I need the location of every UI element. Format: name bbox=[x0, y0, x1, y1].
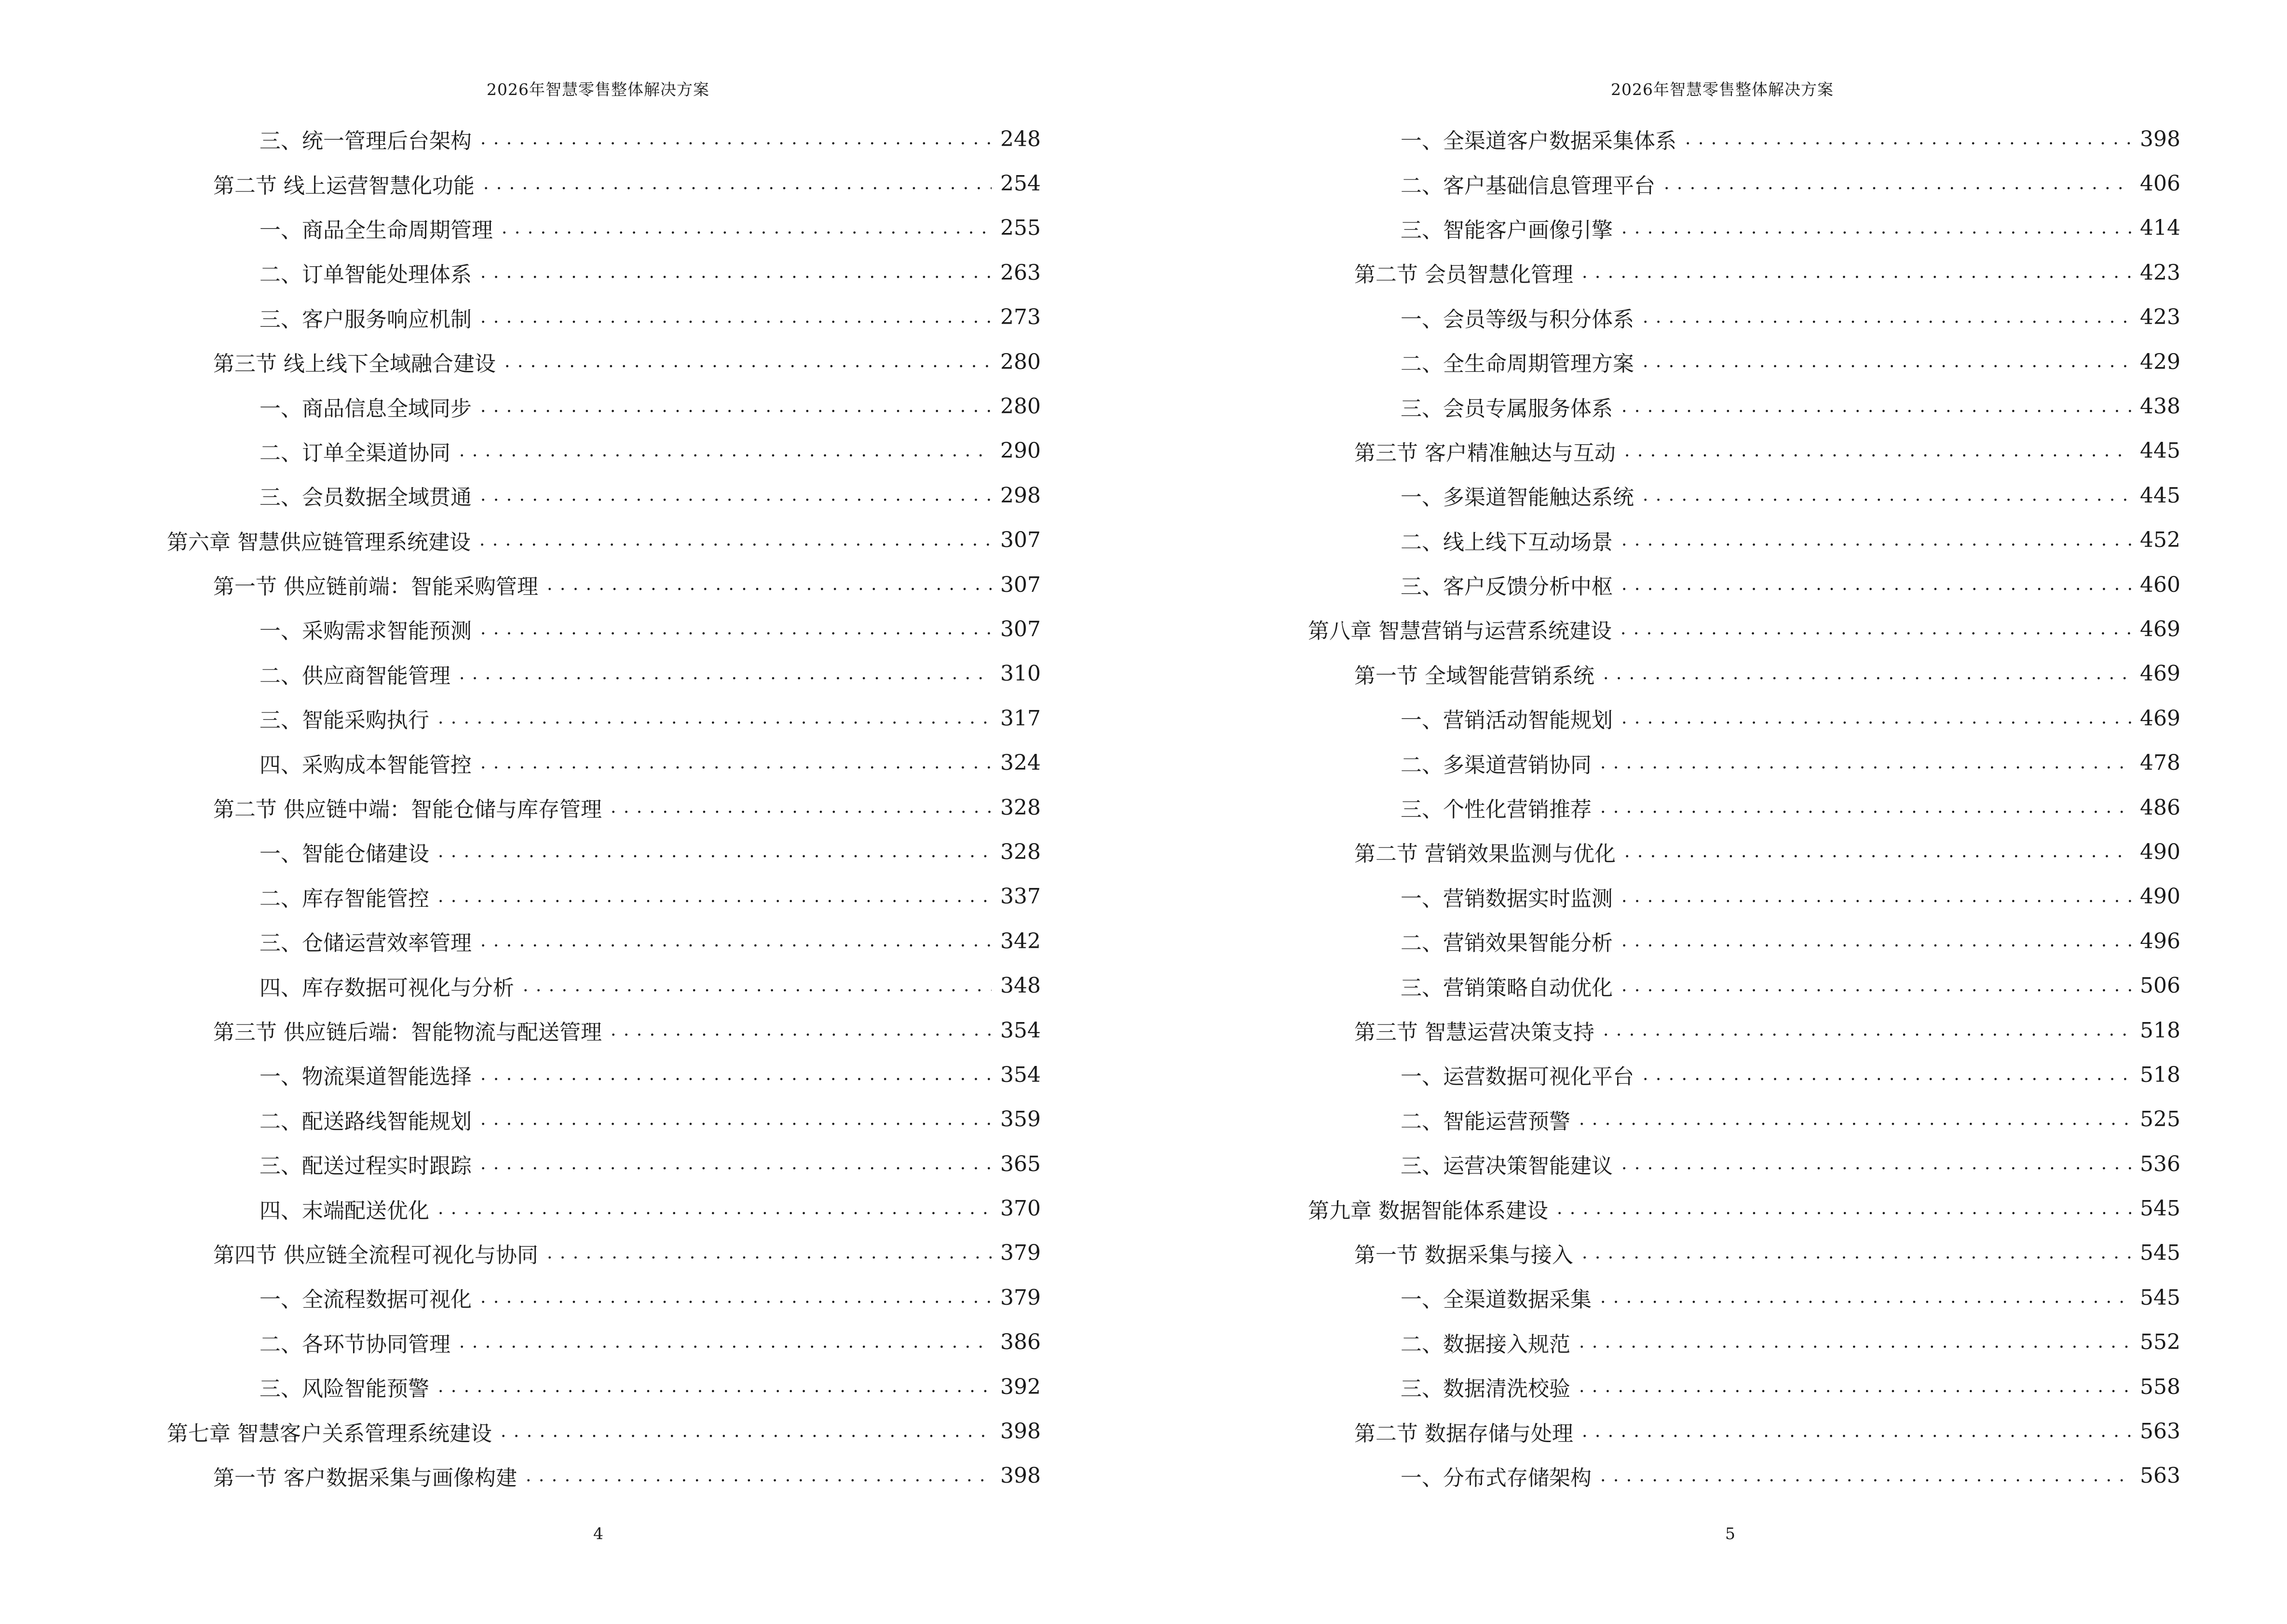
toc-entry-title: 第一节 数据采集与接入 bbox=[1354, 1242, 1573, 1268]
toc-entry-item[interactable] bbox=[167, 874, 1041, 919]
dot-leader bbox=[523, 975, 992, 996]
toc-entry-title: 三、智能客户画像引擎 bbox=[1401, 218, 1613, 243]
toc-entry-item[interactable] bbox=[167, 429, 1041, 473]
toc-entry-page: 359 bbox=[1000, 1107, 1041, 1132]
toc-entry-title: 三、统一管理后台架构 bbox=[259, 129, 472, 154]
toc-entry-page: 518 bbox=[2140, 1018, 2180, 1043]
toc-entry-item[interactable] bbox=[1308, 1052, 2180, 1097]
dot-leader bbox=[1664, 173, 2131, 194]
toc-entry-item[interactable] bbox=[1308, 696, 2180, 740]
toc-entry-section[interactable] bbox=[167, 785, 1041, 830]
dot-leader bbox=[480, 1109, 992, 1130]
dot-leader bbox=[1621, 975, 2131, 996]
toc-entry-page: 280 bbox=[1000, 349, 1041, 374]
dot-leader bbox=[480, 1287, 992, 1308]
toc-entry-title: 二、全生命周期管理方案 bbox=[1401, 352, 1634, 377]
toc-entry-page: 298 bbox=[1000, 483, 1041, 508]
dot-leader bbox=[1621, 1153, 2131, 1174]
dot-leader bbox=[459, 1332, 992, 1353]
toc-entry-title: 二、智能运营预警 bbox=[1401, 1109, 1570, 1134]
toc-entry-page: 545 bbox=[2140, 1241, 2180, 1266]
toc-entry-page: 379 bbox=[1000, 1241, 1041, 1266]
toc-entry-title: 三、营销策略自动优化 bbox=[1401, 975, 1613, 1000]
toc-entry-chapter[interactable] bbox=[1308, 1186, 2180, 1230]
toc-entry-title: 一、全流程数据可视化 bbox=[259, 1287, 472, 1312]
toc-entry-page: 392 bbox=[1000, 1374, 1041, 1399]
page-number: 4 bbox=[593, 1524, 603, 1543]
toc-entry-title: 第二节 数据存储与处理 bbox=[1354, 1421, 1573, 1446]
toc-entry-page: 370 bbox=[1000, 1196, 1041, 1221]
toc-entry-page: 342 bbox=[1000, 928, 1041, 954]
toc-entry-page: 445 bbox=[2140, 438, 2180, 464]
dot-leader bbox=[1603, 663, 2131, 684]
dot-leader bbox=[1643, 351, 2131, 372]
toc-entry-title: 二、供应商智能管理 bbox=[259, 663, 450, 688]
toc-entry-page: 379 bbox=[1000, 1285, 1041, 1310]
dot-leader bbox=[504, 351, 992, 372]
toc-entry-title: 第一节 供应链前端：智能采购管理 bbox=[213, 574, 538, 600]
toc-entry-item[interactable] bbox=[1308, 340, 2180, 384]
toc-entry-item[interactable] bbox=[167, 295, 1041, 340]
toc-entry-title: 三、智能采购执行 bbox=[259, 708, 429, 733]
toc-entry-item[interactable] bbox=[1308, 1365, 2180, 1409]
dot-leader bbox=[459, 440, 992, 462]
toc-entry-page: 280 bbox=[1000, 394, 1041, 419]
toc-entry-title: 第七章 智慧客户关系管理系统建设 bbox=[167, 1421, 492, 1446]
toc-entry-title: 一、物流渠道智能选择 bbox=[259, 1064, 472, 1090]
toc-entry-page: 490 bbox=[2140, 839, 2180, 864]
toc-entry-section[interactable] bbox=[1308, 1409, 2180, 1453]
toc-entry-item[interactable] bbox=[167, 1052, 1041, 1097]
toc-entry-title: 第四节 供应链全流程可视化与协同 bbox=[213, 1242, 538, 1268]
dot-leader bbox=[480, 396, 992, 417]
toc-entry-page: 307 bbox=[1000, 572, 1041, 597]
toc-entry-page: 423 bbox=[2140, 260, 2180, 285]
page-right bbox=[1144, 0, 2287, 1624]
dot-leader bbox=[1685, 128, 2131, 150]
toc-entry-title: 一、营销活动智能规划 bbox=[1401, 708, 1613, 733]
toc-entry-item[interactable] bbox=[1308, 161, 2180, 205]
toc-entry-title: 第二节 会员智慧化管理 bbox=[1354, 262, 1573, 287]
toc-entry-page: 506 bbox=[2140, 973, 2180, 998]
toc-entry-item[interactable] bbox=[167, 117, 1041, 161]
toc-entry-title: 第三节 供应链后端：智能物流与配送管理 bbox=[213, 1020, 602, 1045]
toc-entry-chapter[interactable] bbox=[167, 518, 1041, 562]
toc-entry-page: 486 bbox=[2140, 795, 2180, 820]
toc-entry-page: 398 bbox=[2140, 126, 2180, 151]
dot-leader bbox=[1620, 618, 2131, 640]
toc-entry-section[interactable] bbox=[167, 340, 1041, 384]
dot-leader bbox=[547, 574, 992, 595]
toc-entry-item[interactable] bbox=[1308, 1454, 2180, 1498]
toc-entry-page: 398 bbox=[1000, 1463, 1041, 1488]
toc-entry-item[interactable] bbox=[1308, 740, 2180, 785]
toc-entry-page: 263 bbox=[1000, 260, 1041, 285]
toc-entry-item[interactable] bbox=[1308, 874, 2180, 919]
toc-entry-title: 一、分布式存储架构 bbox=[1401, 1465, 1592, 1490]
dot-leader bbox=[480, 752, 992, 774]
dot-leader bbox=[526, 1465, 992, 1487]
toc-entry-page: 552 bbox=[2140, 1330, 2180, 1355]
toc-entry-section[interactable] bbox=[1308, 429, 2180, 473]
toc-entry-title: 一、多渠道智能触达系统 bbox=[1401, 485, 1634, 510]
toc-entry-page: 536 bbox=[2140, 1151, 2180, 1176]
toc-entry-item[interactable] bbox=[167, 1142, 1041, 1186]
toc-entry-item[interactable] bbox=[1308, 384, 2180, 428]
toc-entry-title: 一、全渠道数据采集 bbox=[1401, 1287, 1592, 1312]
dot-leader bbox=[480, 1153, 992, 1174]
dot-leader bbox=[480, 128, 992, 150]
dot-leader bbox=[438, 1376, 992, 1397]
toc-entry-section[interactable] bbox=[167, 1231, 1041, 1275]
toc-entry-item[interactable] bbox=[1308, 473, 2180, 518]
toc-entry-title: 二、客户基础信息管理平台 bbox=[1401, 173, 1655, 198]
toc-entry-title: 二、营销效果智能分析 bbox=[1401, 931, 1613, 956]
toc-entry-page: 452 bbox=[2140, 528, 2180, 553]
toc-entry-item[interactable] bbox=[167, 607, 1041, 651]
dot-leader bbox=[1600, 752, 2131, 774]
toc-entry-title: 二、线上线下互动场景 bbox=[1401, 530, 1613, 555]
toc-entry-item[interactable] bbox=[1308, 1097, 2180, 1142]
dot-leader bbox=[480, 262, 992, 283]
dot-leader bbox=[1643, 307, 2131, 328]
toc-entry-title: 三、运营决策智能建议 bbox=[1401, 1154, 1613, 1179]
toc-entry-item[interactable] bbox=[1308, 518, 2180, 562]
toc-entry-item[interactable] bbox=[1308, 963, 2180, 1008]
toc-entry-section[interactable] bbox=[167, 161, 1041, 205]
dot-leader bbox=[1621, 396, 2131, 417]
toc-entry-title: 第一节 全域智能营销系统 bbox=[1354, 663, 1594, 688]
dot-leader bbox=[438, 841, 992, 862]
dot-leader bbox=[480, 485, 992, 506]
dot-leader bbox=[1582, 262, 2131, 283]
toc-entry-page: 337 bbox=[1000, 884, 1041, 909]
toc-entry-page: 563 bbox=[2140, 1419, 2180, 1444]
toc-entry-page: 563 bbox=[2140, 1463, 2180, 1488]
toc-entry-title: 第三节 线上线下全域融合建设 bbox=[213, 352, 496, 377]
toc-entry-section[interactable] bbox=[167, 1008, 1041, 1052]
toc-list bbox=[1308, 117, 2180, 1498]
toc-entry-title: 三、客户反馈分析中枢 bbox=[1401, 574, 1613, 600]
toc-entry-title: 四、末端配送优化 bbox=[259, 1198, 429, 1223]
toc-entry-page: 348 bbox=[1000, 973, 1041, 998]
toc-entry-page: 545 bbox=[2140, 1196, 2180, 1221]
toc-entry-title: 四、采购成本智能管控 bbox=[259, 752, 472, 778]
dot-leader bbox=[459, 663, 992, 684]
toc-entry-title: 三、会员专属服务体系 bbox=[1401, 396, 1613, 421]
toc-entry-title: 三、数据清洗校验 bbox=[1401, 1377, 1570, 1402]
toc-entry-page: 414 bbox=[2140, 216, 2180, 241]
toc-entry-item[interactable] bbox=[167, 652, 1041, 696]
dot-leader bbox=[438, 1198, 992, 1219]
toc-entry-item[interactable] bbox=[167, 384, 1041, 428]
toc-entry-page: 365 bbox=[1000, 1151, 1041, 1176]
toc-entry-page: 429 bbox=[2140, 349, 2180, 374]
toc-entry-item[interactable] bbox=[1308, 562, 2180, 607]
toc-entry-page: 445 bbox=[2140, 483, 2180, 508]
toc-entry-page: 406 bbox=[2140, 171, 2180, 196]
toc-entry-title: 第一节 客户数据采集与画像构建 bbox=[213, 1465, 517, 1490]
toc-entry-title: 二、数据接入规范 bbox=[1401, 1332, 1570, 1357]
toc-entry-title: 第六章 智慧供应链管理系统建设 bbox=[167, 530, 471, 555]
toc-entry-page: 255 bbox=[1000, 216, 1041, 241]
toc-entry-page: 317 bbox=[1000, 706, 1041, 731]
dot-leader bbox=[1621, 886, 2131, 907]
toc-entry-page: 386 bbox=[1000, 1330, 1041, 1355]
toc-entry-title: 四、库存数据可视化与分析 bbox=[259, 975, 514, 1000]
toc-entry-item[interactable] bbox=[167, 1365, 1041, 1409]
page-header: 2026年智慧零售整体解决方案 bbox=[1611, 80, 1834, 99]
toc-entry-page: 518 bbox=[2140, 1062, 2180, 1087]
toc-entry-item[interactable] bbox=[167, 919, 1041, 963]
dot-leader bbox=[1582, 1421, 2131, 1442]
page-header: 2026年智慧零售整体解决方案 bbox=[487, 80, 709, 99]
dot-leader bbox=[1579, 1376, 2131, 1397]
toc-entry-page: 254 bbox=[1000, 171, 1041, 196]
toc-entry-item[interactable] bbox=[167, 206, 1041, 250]
dot-leader bbox=[1621, 708, 2131, 729]
dot-leader bbox=[1624, 440, 2131, 462]
dot-leader bbox=[480, 618, 992, 640]
dot-leader bbox=[1603, 1020, 2131, 1041]
dot-leader bbox=[1557, 1198, 2131, 1219]
toc-entry-item[interactable] bbox=[167, 250, 1041, 295]
dot-leader bbox=[1621, 574, 2131, 595]
toc-entry-section[interactable] bbox=[1308, 250, 2180, 295]
toc-entry-item[interactable] bbox=[1308, 1275, 2180, 1320]
toc-entry-item[interactable] bbox=[1308, 919, 2180, 963]
toc-entry-title: 第二节 营销效果监测与优化 bbox=[1354, 842, 1616, 867]
toc-entry-title: 二、订单智能处理体系 bbox=[259, 262, 472, 287]
toc-entry-title: 第三节 客户精准触达与互动 bbox=[1354, 440, 1616, 465]
dot-leader bbox=[1582, 1242, 2131, 1264]
toc-entry-page: 423 bbox=[2140, 305, 2180, 330]
dot-leader bbox=[1600, 1465, 2131, 1487]
toc-entry-title: 三、客户服务响应机制 bbox=[259, 307, 472, 332]
toc-entry-title: 三、配送过程实时跟踪 bbox=[259, 1154, 472, 1179]
toc-entry-title: 二、多渠道营销协同 bbox=[1401, 752, 1592, 778]
toc-entry-title: 第八章 智慧营销与运营系统建设 bbox=[1308, 619, 1612, 644]
toc-entry-title: 第二节 线上运营智慧化功能 bbox=[213, 173, 475, 198]
dot-leader bbox=[483, 173, 992, 194]
toc-entry-title: 三、会员数据全域贯通 bbox=[259, 485, 472, 510]
toc-entry-chapter[interactable] bbox=[1308, 607, 2180, 651]
dot-leader bbox=[1624, 841, 2131, 862]
toc-entry-page: 307 bbox=[1000, 528, 1041, 553]
toc-entry-page: 307 bbox=[1000, 616, 1041, 641]
toc-entry-page: 354 bbox=[1000, 1018, 1041, 1043]
dot-leader bbox=[1643, 485, 2131, 506]
dot-leader bbox=[611, 1020, 992, 1041]
toc-entry-item[interactable] bbox=[167, 696, 1041, 740]
toc-entry-title: 三、风险智能预警 bbox=[259, 1377, 429, 1402]
toc-entry-item[interactable] bbox=[167, 963, 1041, 1008]
toc-entry-page: 460 bbox=[2140, 572, 2180, 597]
toc-entry-title: 二、库存智能管控 bbox=[259, 886, 429, 911]
toc-entry-page: 478 bbox=[2140, 751, 2180, 776]
toc-entry-page: 490 bbox=[2140, 884, 2180, 909]
toc-entry-section[interactable] bbox=[1308, 830, 2180, 874]
toc-entry-title: 一、运营数据可视化平台 bbox=[1401, 1064, 1634, 1090]
toc-entry-title: 二、配送路线智能规划 bbox=[259, 1109, 472, 1134]
toc-entry-page: 273 bbox=[1000, 305, 1041, 330]
toc-entry-item[interactable] bbox=[1308, 1320, 2180, 1365]
toc-entry-section[interactable] bbox=[1308, 1008, 2180, 1052]
page-number: 5 bbox=[1725, 1524, 1735, 1543]
dot-leader bbox=[502, 218, 992, 239]
dot-leader bbox=[480, 930, 992, 952]
toc-entry-item[interactable] bbox=[167, 1275, 1041, 1320]
toc-entry-page: 398 bbox=[1000, 1419, 1041, 1444]
toc-entry-title: 一、智能仓储建设 bbox=[259, 842, 429, 867]
toc-list bbox=[167, 117, 1041, 1498]
toc-entry-title: 一、商品全生命周期管理 bbox=[259, 218, 493, 243]
toc-entry-page: 545 bbox=[2140, 1285, 2180, 1310]
toc-entry-page: 469 bbox=[2140, 706, 2180, 731]
toc-entry-chapter[interactable] bbox=[167, 1409, 1041, 1453]
toc-entry-page: 354 bbox=[1000, 1062, 1041, 1087]
dot-leader bbox=[438, 886, 992, 907]
toc-entry-page: 324 bbox=[1000, 751, 1041, 776]
toc-entry-item[interactable] bbox=[167, 1320, 1041, 1365]
toc-entry-item[interactable] bbox=[1308, 206, 2180, 250]
dot-leader bbox=[1579, 1332, 2131, 1353]
dot-leader bbox=[547, 1242, 992, 1264]
toc-entry-title: 三、个性化营销推荐 bbox=[1401, 797, 1592, 822]
toc-entry-page: 469 bbox=[2140, 616, 2180, 641]
toc-entry-title: 三、仓储运营效率管理 bbox=[259, 931, 472, 956]
toc-entry-section[interactable] bbox=[1308, 1231, 2180, 1275]
toc-entry-item[interactable] bbox=[1308, 295, 2180, 340]
toc-entry-title: 第九章 数据智能体系建设 bbox=[1308, 1198, 1548, 1223]
toc-entry-page: 328 bbox=[1000, 795, 1041, 820]
toc-entry-title: 第二节 供应链中端：智能仓储与库存管理 bbox=[213, 797, 602, 822]
toc-entry-page: 438 bbox=[2140, 394, 2180, 419]
dot-leader bbox=[479, 530, 992, 551]
dot-leader bbox=[1643, 1064, 2131, 1085]
toc-entry-page: 469 bbox=[2140, 661, 2180, 686]
toc-entry-item[interactable] bbox=[167, 473, 1041, 518]
toc-entry-item[interactable] bbox=[1308, 1142, 2180, 1186]
toc-entry-item[interactable] bbox=[1308, 785, 2180, 830]
toc-entry-section[interactable] bbox=[1308, 652, 2180, 696]
toc-entry-page: 310 bbox=[1000, 661, 1041, 686]
dot-leader bbox=[480, 307, 992, 328]
toc-entry-title: 一、全渠道客户数据采集体系 bbox=[1401, 129, 1676, 154]
toc-entry-page: 290 bbox=[1000, 438, 1041, 464]
toc-entry-title: 二、订单全渠道协同 bbox=[259, 440, 450, 465]
toc-entry-title: 一、会员等级与积分体系 bbox=[1401, 307, 1634, 332]
toc-entry-page: 525 bbox=[2140, 1107, 2180, 1132]
toc-entry-title: 第三节 智慧运营决策支持 bbox=[1354, 1020, 1594, 1045]
toc-entry-title: 二、各环节协同管理 bbox=[259, 1332, 450, 1357]
toc-entry-item[interactable] bbox=[167, 1097, 1041, 1142]
dot-leader bbox=[611, 797, 992, 818]
toc-entry-item[interactable] bbox=[167, 830, 1041, 874]
dot-leader bbox=[1621, 218, 2131, 239]
dot-leader bbox=[1579, 1109, 2131, 1130]
toc-entry-title: 一、商品信息全域同步 bbox=[259, 396, 472, 421]
dot-leader bbox=[1621, 930, 2131, 952]
toc-entry-title: 一、营销数据实时监测 bbox=[1401, 886, 1613, 911]
toc-entry-title: 一、采购需求智能预测 bbox=[259, 619, 472, 644]
dot-leader bbox=[1621, 530, 2131, 551]
toc-entry-item[interactable] bbox=[1308, 117, 2180, 161]
toc-entry-page: 558 bbox=[2140, 1374, 2180, 1399]
toc-entry-page: 248 bbox=[1000, 126, 1041, 151]
dot-leader bbox=[1600, 797, 2131, 818]
toc-entry-section[interactable] bbox=[167, 1454, 1041, 1498]
dot-leader bbox=[501, 1421, 992, 1442]
dot-leader bbox=[1600, 1287, 2131, 1308]
dot-leader bbox=[438, 708, 992, 729]
dot-leader bbox=[480, 1064, 992, 1085]
toc-entry-item[interactable] bbox=[167, 740, 1041, 785]
toc-entry-page: 496 bbox=[2140, 928, 2180, 954]
toc-entry-item[interactable] bbox=[167, 1186, 1041, 1230]
toc-entry-page: 328 bbox=[1000, 839, 1041, 864]
toc-entry-section[interactable] bbox=[167, 562, 1041, 607]
